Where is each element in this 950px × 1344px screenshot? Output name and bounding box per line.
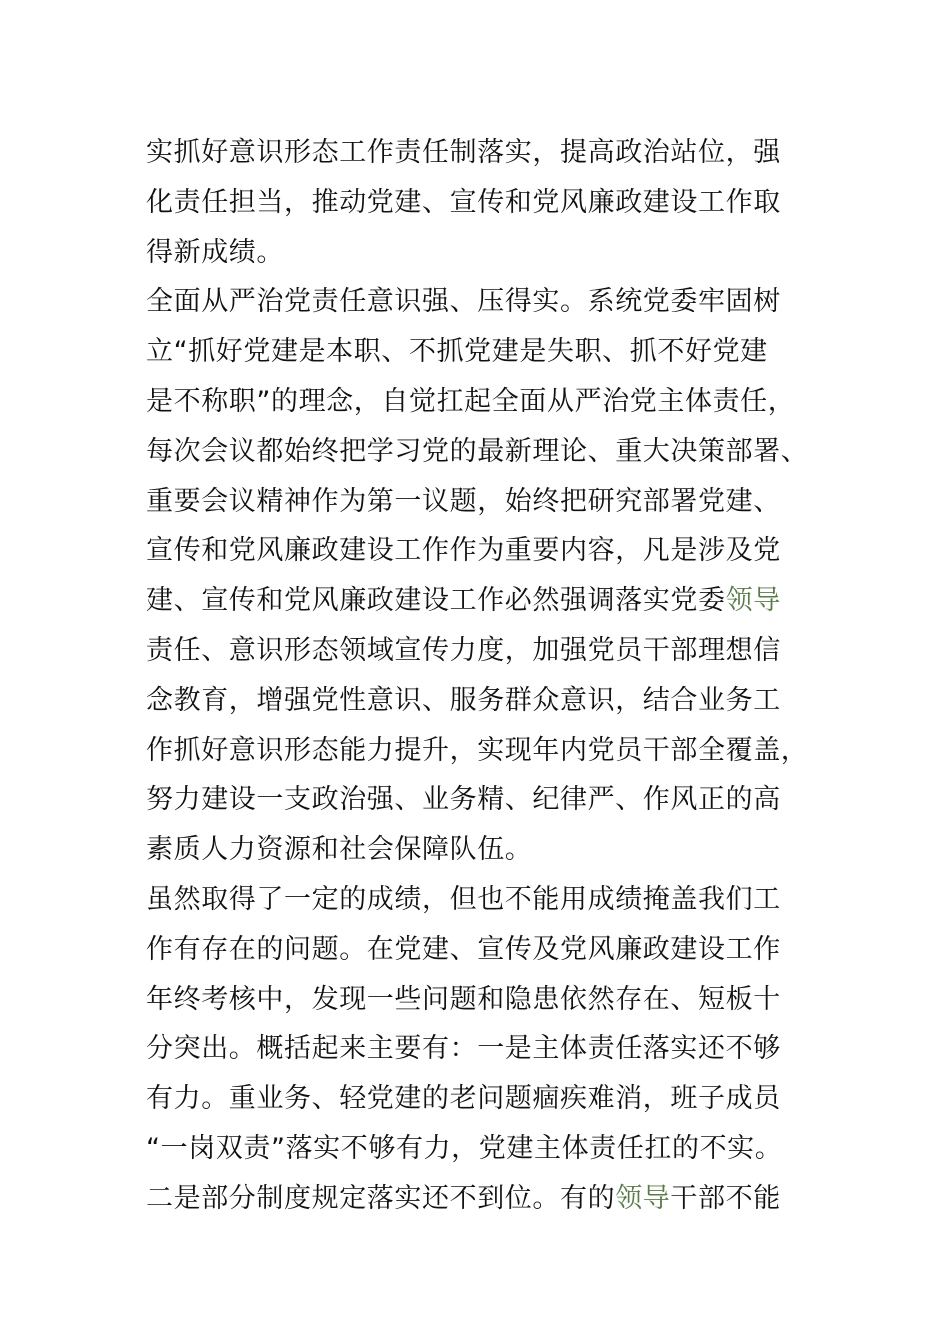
text-line: [146, 1174, 826, 1224]
text-segment: 重要会议精神作为第一议题，始终把研究部署党建、: [146, 485, 781, 517]
text-line: [146, 178, 826, 228]
text-segment: 素质人力资源和社会保障队伍。: [146, 834, 533, 866]
text-line: [146, 1024, 826, 1074]
text-segment: 分突出。概括起来主要有：一是主体责任落实还不够: [146, 1033, 781, 1065]
text-segment: 得新成绩。: [146, 236, 284, 268]
text-line: [146, 825, 826, 875]
text-segment: 努力建设一支政治强、业务精、纪律严、作风正的高: [146, 784, 781, 816]
text-line: [146, 1124, 826, 1174]
text-line: [146, 277, 826, 327]
text-segment: 每次会议都始终把学习党的最新理论、重大决策部署、: [146, 435, 809, 467]
text-segment: 建、宣传和党风廉政建设工作必然强调落实党委: [146, 585, 726, 617]
text-segment: 二是部分制度规定落实还不到位。有的: [146, 1182, 616, 1214]
highlighted-term: 领导: [615, 1182, 671, 1214]
text-line: [146, 377, 826, 427]
text-line: [146, 626, 826, 676]
text-segment: 念教育，增强党性意识、服务群众意识，结合业务工: [146, 684, 781, 716]
text-line: [146, 676, 826, 726]
text-segment: 有力。重业务、轻党建的老问题痼疾难消，班子成员: [146, 1083, 781, 1115]
text-segment: 宣传和党风廉政建设工作作为重要内容，凡是涉及党: [146, 535, 781, 567]
text-line: [146, 925, 826, 975]
text-segment: 化责任担当，推动党建、宣传和党风廉政建设工作取: [146, 186, 781, 218]
text-segment: 作抓好意识形态能力提升，实现年内党员干部全覆盖，: [146, 734, 809, 766]
text-segment: 虽然取得了一定的成绩，但也不能用成绩掩盖我们工: [146, 883, 781, 915]
text-line: [146, 427, 826, 477]
text-line: [146, 526, 826, 576]
highlighted-term: 领导: [725, 585, 781, 617]
text-line: [146, 128, 826, 178]
text-segment: 实抓好意识形态工作责任制落实，提高政治站位，强: [146, 137, 781, 168]
text-line: [146, 975, 826, 1025]
text-line: [146, 228, 826, 278]
text-line: [146, 576, 826, 626]
text-segment: “一岗双责”落实不够有力，党建主体责任扛的不实。: [146, 1132, 783, 1164]
text-segment: 干部不能: [670, 1182, 781, 1214]
text-segment: 全面从严治党责任意识强、压得实。系统党委牢固树: [146, 286, 781, 318]
text-segment: 立“抓好党建是本职、不抓党建是失职、抓不好党建: [146, 336, 768, 368]
text-line: [146, 875, 826, 925]
text-line: [146, 726, 826, 776]
text-line: [146, 775, 826, 825]
text-line: [146, 327, 826, 377]
text-line: [146, 477, 826, 527]
text-segment: 责任、意识形态领域宣传力度，加强党员干部理想信: [146, 634, 781, 666]
text-segment: 年终考核中，发现一些问题和隐患依然存在、短板十: [146, 983, 781, 1015]
text-segment: 作有存在的问题。在党建、宣传及党风廉政建设工作: [146, 933, 781, 965]
document-body: [146, 128, 826, 1224]
text-segment: 是不称职”的理念，自觉扛起全面从严治党主体责任，: [146, 385, 796, 417]
text-line: [146, 1074, 826, 1124]
